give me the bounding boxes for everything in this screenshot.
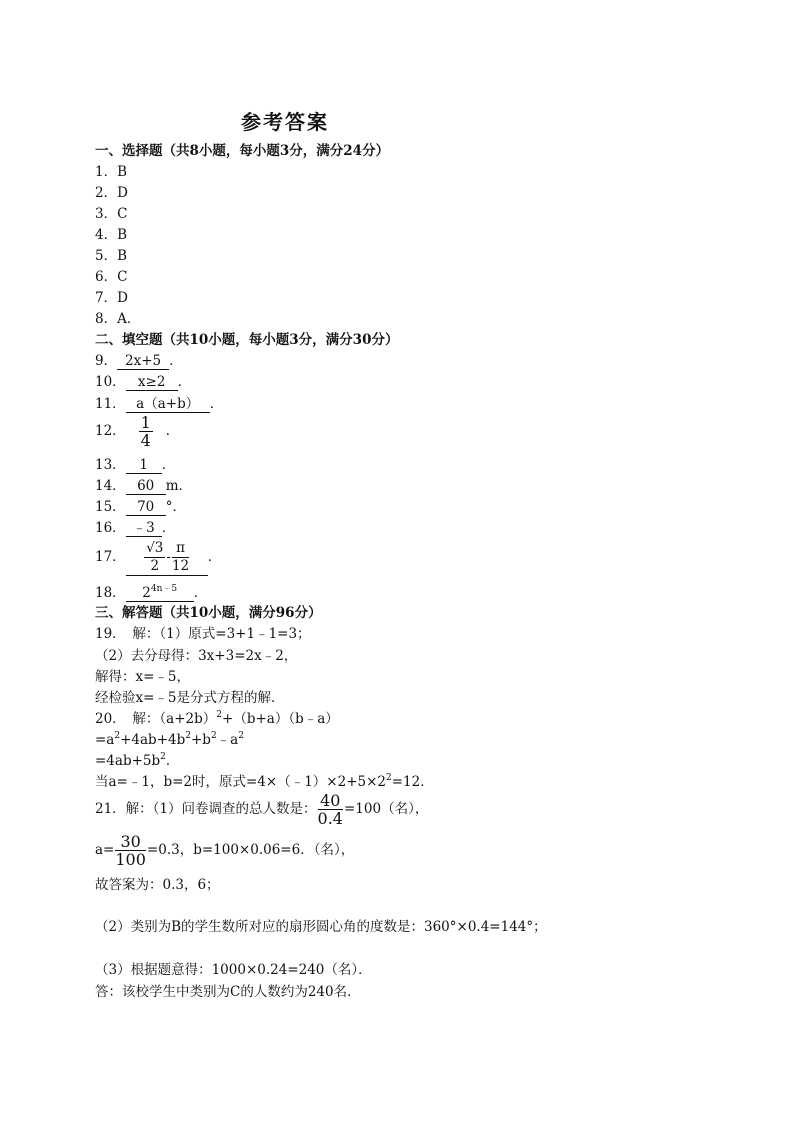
q-end: ． (165, 423, 180, 439)
q-number: 18． (95, 585, 126, 601)
q-end: ． (161, 520, 176, 536)
fraction-sqrt3-over-2 (144, 540, 165, 575)
section-3-heading: 三、解答题（共10小题，满分96分） (95, 605, 322, 621)
q21-line-3: 故答案为：0.3，6； (95, 877, 220, 893)
exponent: 2 (210, 731, 217, 741)
q19-line-1: 19． 解：（1）原式=3+1﹣1=3； (95, 626, 311, 642)
page-title: 参考答案 (241, 110, 329, 134)
numerator: 1 (140, 413, 151, 432)
fill-answer: 2x+5 (117, 353, 169, 370)
numerator: √3 (146, 540, 164, 556)
answer-7: 7．D (95, 290, 128, 306)
q21-line-1 (95, 792, 428, 827)
text: =a (95, 732, 115, 748)
power-base: 2 (142, 585, 151, 601)
q20-line-4 (95, 773, 434, 791)
text: 20． 解：（a+2b） (95, 711, 217, 727)
answer-4: 4．B (95, 227, 128, 243)
q-number: 15． (95, 499, 126, 515)
answer-2: 2．D (95, 185, 128, 201)
fill-answer: x≥2 (126, 374, 178, 391)
fill-17 (95, 540, 221, 576)
answer-1: 1．B (95, 164, 128, 180)
fraction-40-over-0.4 (318, 792, 343, 827)
power-exponent: 4n﹣5 (150, 584, 178, 594)
fill-15 (95, 498, 186, 516)
numerator: 30 (115, 833, 146, 851)
answer-3: 3．C (95, 206, 128, 222)
fill-13 (95, 456, 175, 474)
section-1-heading: 一、选择题（共8小题，每小题3分，满分24分） (95, 143, 390, 159)
exponent: 2 (160, 752, 166, 762)
fill-answer: 1 (126, 457, 162, 474)
exponent: 2 (114, 731, 121, 741)
q-number: 14． (95, 478, 126, 494)
q-number: 16． (95, 520, 126, 536)
fill-9 (95, 352, 183, 370)
exponent: 2 (238, 731, 244, 741)
q-end: ． (161, 457, 176, 473)
denominator: 2 (150, 558, 160, 574)
q-end: ． (177, 374, 192, 390)
q21-line-4: （2）类别为B的学生数所对应的扇形圆心角的度数是：360°×0.4=144°； (95, 919, 547, 935)
q19-line-2: （2）去分母得：3x+3=2x﹣2， (95, 648, 298, 664)
q-number: 9． (95, 353, 118, 369)
text: +b (190, 732, 211, 748)
fill-answer: ﹣3 (126, 520, 162, 537)
q-end: ． (193, 585, 208, 601)
answer-6: 6．C (95, 269, 128, 285)
q20-line-2 (95, 731, 244, 749)
q-number: 11． (95, 396, 126, 412)
fill-16 (95, 519, 175, 537)
q19-line-4: 经检验x=﹣5是分式方程的解． (95, 690, 285, 706)
exponent: 2 (216, 710, 223, 720)
text: +4ab+4b (120, 732, 186, 748)
q-number: 10． (95, 374, 126, 390)
text: a= (95, 842, 115, 858)
fill-answer: 70 (126, 499, 166, 516)
q-end: ． (209, 396, 224, 412)
exponent: 2 (185, 731, 191, 741)
q20-line-1 (95, 710, 339, 728)
fraction (139, 414, 153, 449)
text: 21．解：（1）问卷调查的总人数是： (95, 801, 317, 817)
fill-10 (95, 373, 191, 391)
text: ﹣a (216, 732, 239, 748)
fill-answer: 60 (126, 478, 166, 495)
denominator: 12 (171, 558, 190, 574)
q19-line-3: 解得：x=﹣5， (95, 669, 191, 685)
fill-18 (95, 584, 207, 602)
fraction-pi-over-12 (172, 540, 189, 575)
q21-line-5: （3）根据题意得：1000×0.24=240（名）． (95, 962, 372, 978)
section-2-heading: 二、填空题（共10小题，每小题3分，满分30分） (95, 332, 399, 348)
text: =4ab+5b (95, 753, 161, 769)
q21-line-6: 答：该校学生中类别为C的人数约为240名． (95, 984, 361, 1000)
fill-12 (95, 414, 179, 449)
text: =0.3，b=100×0.06=6．（名）， (146, 842, 355, 858)
text: +（b+a）（b﹣a） (222, 711, 339, 727)
answer-5: 5．B (95, 248, 128, 264)
q21-line-2 (95, 833, 354, 868)
q-end: m． (165, 478, 192, 494)
minus-sign: - (166, 549, 171, 565)
q-end: ． (207, 549, 222, 565)
answer-8: 8．A． (95, 311, 141, 327)
denominator: 0.4 (317, 809, 343, 828)
q-end: °． (165, 499, 186, 515)
fill-14 (95, 477, 192, 495)
numerator: π (172, 540, 189, 558)
q-end: ． (169, 353, 183, 369)
q-number: 17． (95, 549, 126, 565)
text: =12． (391, 774, 434, 790)
denominator: 4 (140, 431, 151, 450)
fraction-30-over-100 (115, 833, 146, 868)
fill-11 (95, 395, 223, 413)
q20-line-3 (95, 752, 179, 770)
q-number: 12． (95, 423, 126, 439)
fill-answer: a（a+b） (126, 396, 210, 413)
q-number: 13． (95, 457, 126, 473)
denominator: 100 (115, 850, 146, 869)
text: 当a=﹣1，b=2时，原式=4×（﹣1）×2+5×2 (95, 774, 386, 790)
numerator: 40 (318, 792, 343, 810)
exponent: 2 (386, 773, 392, 783)
text: ． (165, 753, 180, 769)
text: =100（名）， (343, 801, 429, 817)
